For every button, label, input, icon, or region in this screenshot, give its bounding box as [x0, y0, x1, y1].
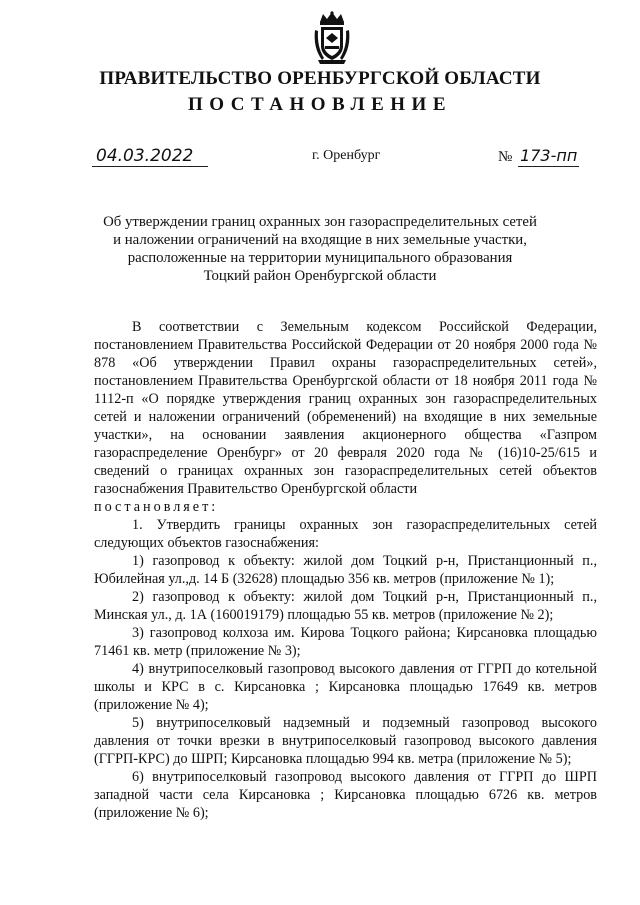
item-paragraph: 5) внутрипоселковый надземный и подземный газопровод высокого давления от точки врезки в внутрипоселковый газопровод высокого давления (ГГРП-КРС) до ШРП; Кирсановка площадью 994 кв. метра (приложение № 5);: [94, 715, 597, 767]
item-paragraph: 3) газопровод колхоза им. Кирова Тоцкого района; Кирсановка площадью 71461 кв. метр (приложение № 3);: [94, 625, 597, 659]
coat-of-arms-icon: [312, 10, 352, 66]
item-paragraph: 1. Утвердить границы охранных зон газораспределительных сетей следующих объектов газоснабжения:: [94, 517, 597, 551]
item-paragraph: 4) внутрипоселковый газопровод высокого давления от ГГРП до котельной школы и КРС в с. Кирсановка ; Кирсановка площадью 17649 кв. метров (приложение № 4);: [94, 661, 597, 713]
document-title: [90, 213, 550, 285]
government-name: ПРАВИТЕЛЬСТВО ОРЕНБУРГСКОЙ ОБЛАСТИ: [99, 68, 541, 89]
number-prefix: №: [498, 149, 513, 165]
resolves-line: постановляет:: [94, 499, 219, 515]
document-body: [94, 318, 597, 822]
preamble-paragraph: В соответствии с Земельным кодексом Российской Федерации, постановлением Правительства Российской Федерации от 20 ноября 2000 года № 878 «Об утверждении Правил охраны газораспределительных сетей», постановлением Правительства Оренбургской области от 18 ноября 2011 года № 1112-п «О порядке утверждения границ охранных зон газораспределительных сетей и наложении ограничений (обременений) на входящие в них земельные участки», на основании заявления акционерного общества «Газпром газораспределение Оренбург» от 20 февраля 2020 года № (16)10-25/615 и сведений о границах охранных зон газораспределительных сетей объектов газоснабжения Правительство Оренбургской области: [94, 319, 597, 497]
title-line: и наложении ограничений на входящие в них земельные участки,: [113, 232, 527, 248]
document-date: 04.03.2022: [92, 146, 208, 167]
item-paragraph: 6) внутрипоселковый газопровод высокого давления от ГГРП до ШРП западной части села Кирсановка ; Кирсановка площадью 6726 кв. метров (приложение № 6);: [94, 769, 597, 821]
item-paragraph: 2) газопровод к объекту: жилой дом Тоцкий р-н, Пристанционный п., Минская ул., д. 1А (160019179) площадью 55 кв. метров (приложение № 2);: [94, 589, 597, 623]
item-paragraph: 1) газопровод к объекту: жилой дом Тоцкий р-н, Пристанционный п., Юбилейная ул.,д. 14 Б (32628) площадью 356 кв. метров (приложение № 1);: [94, 553, 597, 587]
document-type: ПОСТАНОВЛЕНИЕ: [187, 94, 453, 115]
document-city: г. Оренбург: [312, 148, 381, 163]
title-line: расположенные на территории муниципального образования: [127, 250, 513, 266]
document-number: [498, 146, 579, 167]
number-value: 173-пп: [520, 146, 578, 165]
title-line: Об утверждении границ охранных зон газораспределительных сетей: [103, 214, 537, 230]
title-line: Тоцкий район Оренбургской области: [203, 268, 437, 284]
